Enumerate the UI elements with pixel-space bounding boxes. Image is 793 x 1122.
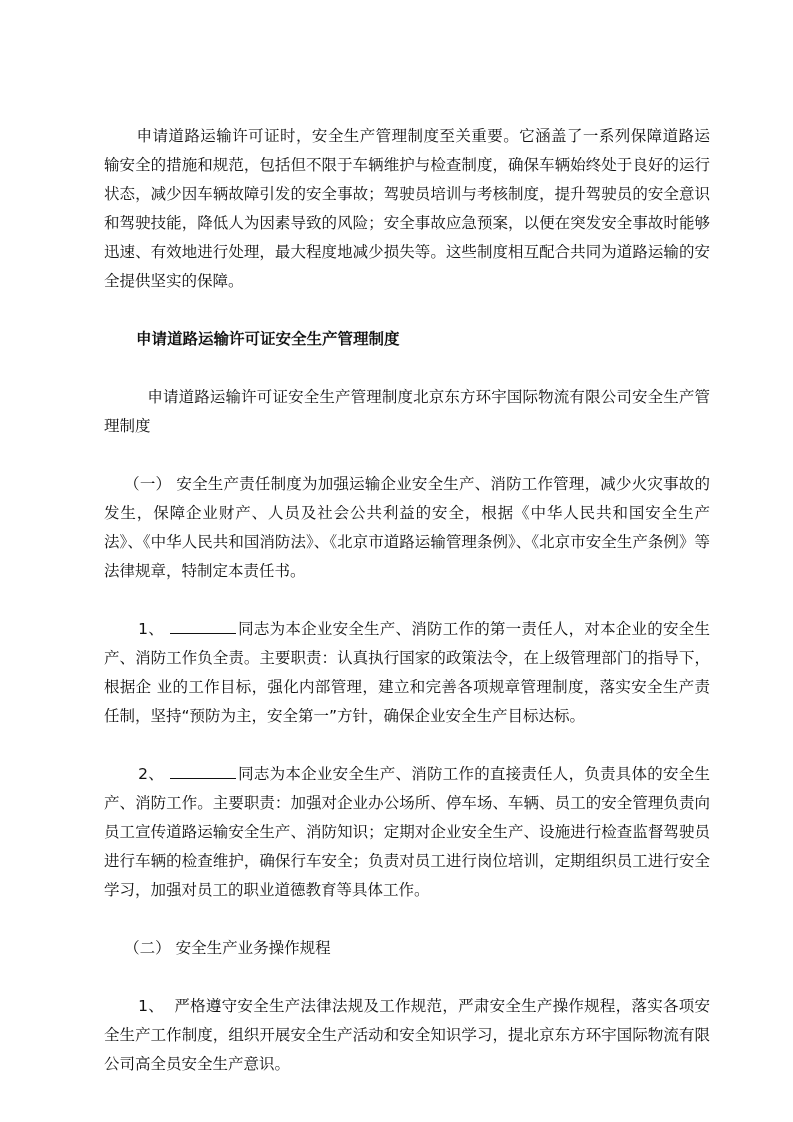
section-1-label: （一） <box>124 475 172 493</box>
intro-paragraph: 申请道路运输许可证时，安全生产管理制度至关重要。它涵盖了一系列保障道路运输安全的措施和规范，包括但不限于车辆维护与检查制度，确保车辆始终处于良好的运行状态，减少因车辆故障引发的安全事故；驾驶员培训与考核制度，提升驾驶员的安全意识和驾驶技能，降低人为因素导致的风险；安全事故应急预案，以便在突发安全事故时能够迅速、有效地进行处理，最大程度地减少损失等。这些制度相互配合共同为道路运输的安全提供坚实的保障。 <box>104 127 710 290</box>
document-page <box>104 122 710 1079</box>
section-1-text: 安全生产责任制度为加强运输企业安全生产、消防工作管理，减少火灾事故的发生，保障企业财产、人员及社会公共利益的安全，根据《中华人民共和国安全生产法》、《中华人民共和国消防法》、《北京市道路运输管理条例》、《北京市安全生产条例》等法律规章，特制定本责任书。 <box>104 475 710 580</box>
name-blank-line <box>170 619 236 634</box>
item-3-number: 1、 <box>138 997 164 1015</box>
item-1-text: 同志为本企业安全生产、消防工作的第一责任人，对本企业的安全生产、消防工作负全责。主要职责：认真执行国家的政策法令，在上级管理部门的指导下，根据企 业的工作目标，强化内部管理，建立和完善各项规章管理制度，落实安全生产责任制，坚持“预防为主，安全第一”方针，确保企业安全生产目标达标。 <box>104 620 710 725</box>
section-2-paragraph <box>104 934 710 963</box>
spacer <box>104 586 710 615</box>
item-2-number: 2、 <box>138 765 164 783</box>
section-2-text: 安全生产业务操作规程 <box>175 939 331 957</box>
spacer <box>104 296 710 325</box>
item-3-paragraph <box>104 992 710 1079</box>
item-3-text: 严格遵守安全生产法律法规及工作规范，严肃安全生产操作规程，落实各项安全生产工作制度，组织开展安全生产活动和安全知识学习，提北京东方环宇国际物流有限公司高全员安全生产意识。 <box>104 997 710 1073</box>
section-2-label: （二） <box>124 939 171 957</box>
item-1-number: 1、 <box>138 620 164 638</box>
spacer <box>104 731 710 760</box>
spacer <box>104 905 710 934</box>
document-subtitle: 申请道路运输许可证安全生产管理制度北京东方环宇国际物流有限公司安全生产管理制度 <box>104 388 710 435</box>
spacer <box>104 441 710 470</box>
item-1-paragraph <box>104 615 710 731</box>
section-1-paragraph <box>104 470 710 586</box>
item-2-paragraph <box>104 760 710 905</box>
spacer <box>104 354 710 383</box>
spacer <box>104 963 710 992</box>
name-blank-line <box>170 764 236 779</box>
document-title: 申请道路运输许可证安全生产管理制度 <box>136 330 400 348</box>
item-2-text: 同志为本企业安全生产、消防工作的直接责任人，负责具体的安全生产、消防工作。主要职责：加强对企业办公场所、停车场、车辆、员工的安全管理负责向员工宣传道路运输安全生产、消防知识；定期对企业安全生产、设施进行检查监督驾驶员进行车辆的检查维护，确保行车安全；负责对员工进行岗位培训，定期组织员工进行安全学习，加强对员工的职业道德教育等具体工作。 <box>104 765 710 899</box>
